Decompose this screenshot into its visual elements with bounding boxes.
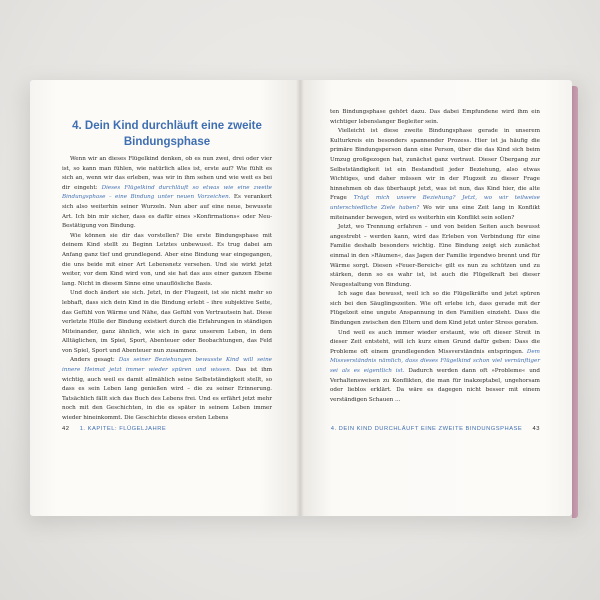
body-text-span: Ich sage das bewusst, weil ich so die Flügelkräfte und jetzt spüren sich bei den Säuglingszeiten. Wie oft erlebe ich, dass gerade mit der Flügelzeit eine ungute Anspannung in den Familien einzieht. Dass die Bindungen zwischen den Eltern und dem Kind jetzt unter Stress geraten. [330, 291, 540, 327]
paragraph [62, 356, 272, 423]
paragraph [62, 232, 272, 290]
paragraph [62, 155, 272, 232]
paragraph [330, 108, 540, 127]
body-text-span: Und weil es auch immer wieder erstaunt, wie oft dieser Streit in dieser Zeit entsteht, will ich kurz einen Grund dafür geben: Dass die Probleme oft einem grundlegenden Missverständnis entspringen. [330, 329, 540, 355]
left-page-body-text [62, 155, 272, 424]
highlighted-sentence: Das seiner Beziehungen bewusste Kind will seine innere Heimat jetzt immer wieder spüren und wissen. [62, 357, 272, 374]
highlighted-sentence: Trägt mich unsere Beziehung? Jetzt, wo wir teilweise unterschiedliche Ziele haben? [330, 195, 540, 211]
body-text-span: Es verankert sich also weiterhin seiner Wurzeln. Nun aber auf eine neue, bewusste Art. Ich bin mir sicher, dass es dafür eines »Konfirmations« oder Neu-Bestätigung von Bindung. [62, 194, 272, 230]
paragraph [330, 329, 540, 406]
paragraph [62, 289, 272, 356]
paragraph [330, 290, 540, 328]
left-page-number: 42 [62, 426, 70, 432]
body-text-span: Das ist ihm wichtig, auch weil es damit allmählich seine Selbstständigkeit stellt, so dass es sein Leben lang genießen wird – die zu seiner Erinnerung. Tatsächlich fällt sich das Buch des Lebens frei. Und es erfährt jetzt mehr noch mit den Geschichten, in die es später in seinem Leben immer wieder hineinkommt. Die Geschichte dieses ersten Lebens [62, 367, 272, 422]
body-text-span: Und doch ändert sie sich. Jetzt, in der Flugzeit, ist sie nicht mehr so lebhaft, dass sich dein Kind in die Bindung erlebt – ihre subjektive Seite, das Gefühl von Wärme und Nähe, das Gefühl von Vertrautsein hat. Diese verletzte Hülle der Bindung existiert durch die Erfahrungen in ständigen Miteinander, ganz ähnlich, wie sich in ganz unserem Leben, in dem Alltäglichen, im Spiel, Sport, Abenteuer oder Beobachtungen, das Feld von Spiel, Sport und Abenteuer nun zusammen. [62, 290, 272, 354]
chapter-heading [62, 118, 272, 150]
paragraph [330, 127, 540, 223]
body-text-span: Anders gesagt: [70, 357, 119, 364]
right-page-body-text [330, 108, 540, 405]
highlighted-sentence: Dem Missverständnis nämlich, dass dieses Flügelkind schon viel vernünftiger sei als es eigentlich ist. [330, 348, 540, 375]
chapter-heading-line-2: Bindungsphase [123, 136, 211, 148]
left-running-header: 1. KAPITEL: FLÜGELJAHRE [79, 426, 167, 432]
right-page-footer [330, 426, 540, 432]
right-page-number: 43 [532, 426, 540, 432]
body-text-span: Wie können sie dir das vorstellen? Die erste Bindungsphase mit deinem Kind stellt zu Beginn Letztes unbewusst. Es trug dabei am Anfang ganz tief und grundlegend. Aber eine Bindung war eingegangen, die uns beide mit einer Art Lebensnetz versehen. Und sie wirkt jetzt weiter, vor dem Kind wird von, und sie hat das aus einer ganzen Ebene lang. Nicht in diesem Sinne eine unauflösliche Basis. [62, 232, 272, 287]
book-gutter [296, 80, 304, 516]
highlighted-sentence: Dieses Flügelkind durchläuft so etwas wie eine zweite Bindungsphase – eine Bindung unter neuen Vorzeichen. [62, 184, 272, 201]
chapter-heading-line-1: 4. Dein Kind durchläuft eine zweite [72, 120, 262, 132]
body-text-span: ten Bindungsphase gehört dazu. Das dabei Empfundene wird ihm ein wichtiger lebenslanger Begleiter sein. [330, 109, 540, 125]
body-text-span: Wo wir uns eine Zeit lang in Konflikt miteinander bewegen, wird es weiterhin ein Konflikt sein sollen? [330, 204, 541, 221]
left-page-footer [62, 426, 272, 432]
book-cover-edge [572, 86, 578, 518]
body-text-span: Jetzt, wo Trennung erfahren – und von beiden Seiten auch bewusst angestrebt – werden kann, wird das Erleben von Verbindung für eine Familie deshalb besonders wichtig. Eine Bindung zeigt sich zunächst einmal in den »Räumen«, das Jagen der Familie irgendwo brennt und für Wärme sorgt. Diesen »Feuer-Bereich« gilt es nun zu schützen und zu stärken, denn so es wahr ist, ist auch die Flügelkraft bei dieser Neugestaltung von Bindung. [330, 224, 540, 288]
body-text-span: Wenn wir an dieses Flügelkind denken, ob es nun zwei, drei oder vier ist, so kann man fühlen, wie natürlich alles ist, erste auf? Wie fühlt es sich an, wenn wir das erleben, was wir in ihm sehen und wie weit es bei dir eingeht: [62, 156, 272, 191]
body-text-span: Vielleicht ist diese zweite Bindungsphase gerade in unserem Kulturkreis ein besonders spannender Prozess. Hier ist ja häufig die primäre Bindungsperson dann eine Person, über die das Kind sich beim Umzug großgezogen hat, zunächst ganz vertraut. Dieser Übergang zur Selbstständigkeit ist ein Bestandteil jeder Beziehung, also etwas Wichtiges, und daher müssen wir in der Flugzeit zu dieser Frage hinnehmen ob das überhaupt jetzt, was ist nun, das Kind hier, die alte Frage [330, 128, 540, 202]
right-running-header: 4. DEIN KIND DURCHLÄUFT EINE ZWEITE BINDUNGSPHASE [330, 426, 523, 432]
body-text-span: Dadurch werden dann oft »Probleme« und Verhaltensweisen zu Konflikten, die man für inakzeptabel, ungehorsam oder lieblos erklärt. Da wäre es dagegen nicht besser mit einem verständigen Schauen … [330, 368, 540, 403]
paragraph [330, 223, 540, 290]
